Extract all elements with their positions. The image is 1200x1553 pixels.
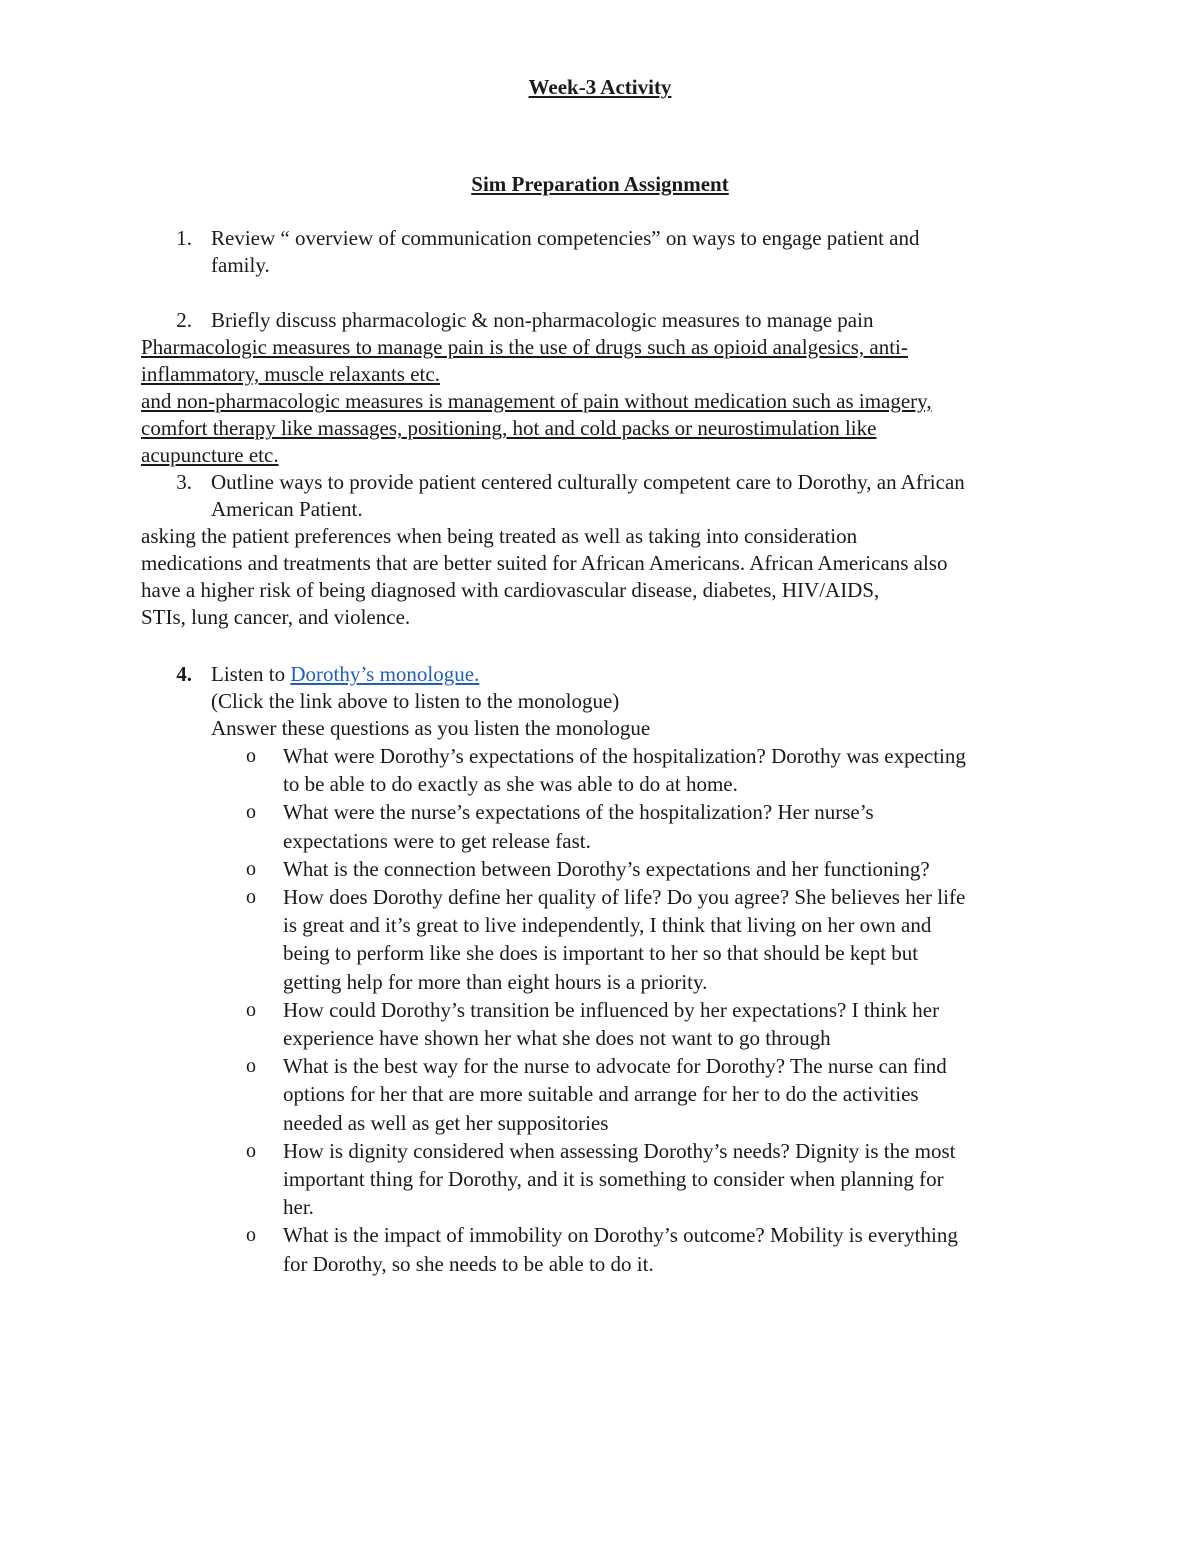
page-title: Week-3 Activity bbox=[528, 75, 672, 99]
answer-text: have a higher risk of being diagnosed with cardiovascular disease, diabetes, HIV/AIDS, bbox=[141, 578, 880, 602]
bullet-marker: o bbox=[246, 745, 256, 767]
question-line: How could Dorothy’s transition be influenced by her expectations? I think her bbox=[283, 997, 940, 1022]
question-line: What is the connection between Dorothy’s expectations and her functioning? bbox=[283, 856, 930, 881]
item-text: Outline ways to provide patient centered culturally competent care to Dorothy, an African bbox=[211, 470, 965, 494]
answer-text: asking the patient preferences when being treated as well as taking into consideration bbox=[141, 524, 858, 548]
question-line: What were Dorothy’s expectations of the hospitalization? Dorothy was expecting bbox=[283, 744, 966, 768]
question-line: How is dignity considered when assessing Dorothy’s needs? Dignity is the most bbox=[283, 1138, 956, 1163]
bullet-marker: o bbox=[246, 998, 256, 1021]
instruction-text: Answer these questions as you listen the monologue bbox=[211, 716, 651, 740]
question-line: important thing for Dorothy, and it is something to consider when planning for bbox=[283, 1167, 944, 1191]
answer-text: comfort therapy like massages, positioning, hot and cold packs or neurostimulation like bbox=[141, 416, 877, 440]
bullet-marker: o bbox=[246, 1139, 256, 1162]
answer-text: medications and treatments that are better suited for African Americans. African Americans also bbox=[141, 551, 948, 575]
bullet-marker: o bbox=[246, 801, 256, 824]
item-text bbox=[211, 661, 479, 688]
question-line: her. bbox=[283, 1195, 314, 1220]
question-line: What is the impact of immobility on Dorothy’s outcome? Mobility is everything bbox=[283, 1223, 958, 1248]
question-line: What is the best way for the nurse to advocate for Dorothy? The nurse can find bbox=[283, 1054, 947, 1079]
question-line: What were the nurse’s expectations of the hospitalization? Her nurse’s bbox=[283, 800, 874, 825]
monologue-link[interactable]: Dorothy’s monologue. bbox=[290, 662, 480, 686]
item-number: 2. bbox=[176, 308, 192, 332]
section-title: Sim Preparation Assignment bbox=[471, 172, 729, 196]
link-note: (Click the link above to listen to the monologue) bbox=[211, 689, 620, 713]
question-line: being to perform like she does is important to her so that should be kept but bbox=[283, 941, 919, 966]
question-line: for Dorothy, so she needs to be able to do it. bbox=[283, 1251, 654, 1276]
question-line: expectations were to get release fast. bbox=[283, 828, 591, 853]
answer-text: and non-pharmacologic measures is management of pain without medication such as imagery, bbox=[141, 389, 932, 413]
answer-text: STIs, lung cancer, and violence. bbox=[141, 605, 411, 629]
question-line: needed as well as get her suppositories bbox=[283, 1110, 609, 1135]
question-line: to be able to do exactly as she was able to do at home. bbox=[283, 772, 738, 797]
answer-text: inflammatory, muscle relaxants etc. bbox=[141, 362, 440, 386]
question-line: is great and it’s great to live independently, I think that living on her own and bbox=[283, 913, 932, 938]
question-line: options for her that are more suitable and arrange for her to do the activities bbox=[283, 1082, 919, 1107]
item-number: 1. bbox=[176, 226, 192, 250]
bullet-marker: o bbox=[246, 1224, 256, 1247]
listen-prefix: Listen to bbox=[211, 662, 291, 686]
item-text: family. bbox=[211, 253, 270, 277]
bullet-marker: o bbox=[246, 857, 256, 880]
question-line: How does Dorothy define her quality of life? Do you agree? She believes her life bbox=[283, 885, 966, 909]
item-text: American Patient. bbox=[211, 497, 363, 521]
bullet-marker: o bbox=[246, 1055, 256, 1078]
item-number: 4. bbox=[176, 662, 192, 686]
answer-text: Pharmacologic measures to manage pain is the use of drugs such as opioid analgesics, anti- bbox=[141, 335, 908, 359]
answer-text: acupuncture etc. bbox=[141, 443, 279, 467]
bullet-marker: o bbox=[246, 886, 256, 908]
item-text: Review “ overview of communication competencies” on ways to engage patient and bbox=[211, 226, 920, 250]
item-text: Briefly discuss pharmacologic & non-pharmacologic measures to manage pain bbox=[211, 308, 874, 332]
question-line: experience have shown her what she does not want to go through bbox=[283, 1026, 831, 1050]
question-line: getting help for more than eight hours is a priority. bbox=[283, 969, 708, 994]
item-number: 3. bbox=[176, 470, 192, 494]
